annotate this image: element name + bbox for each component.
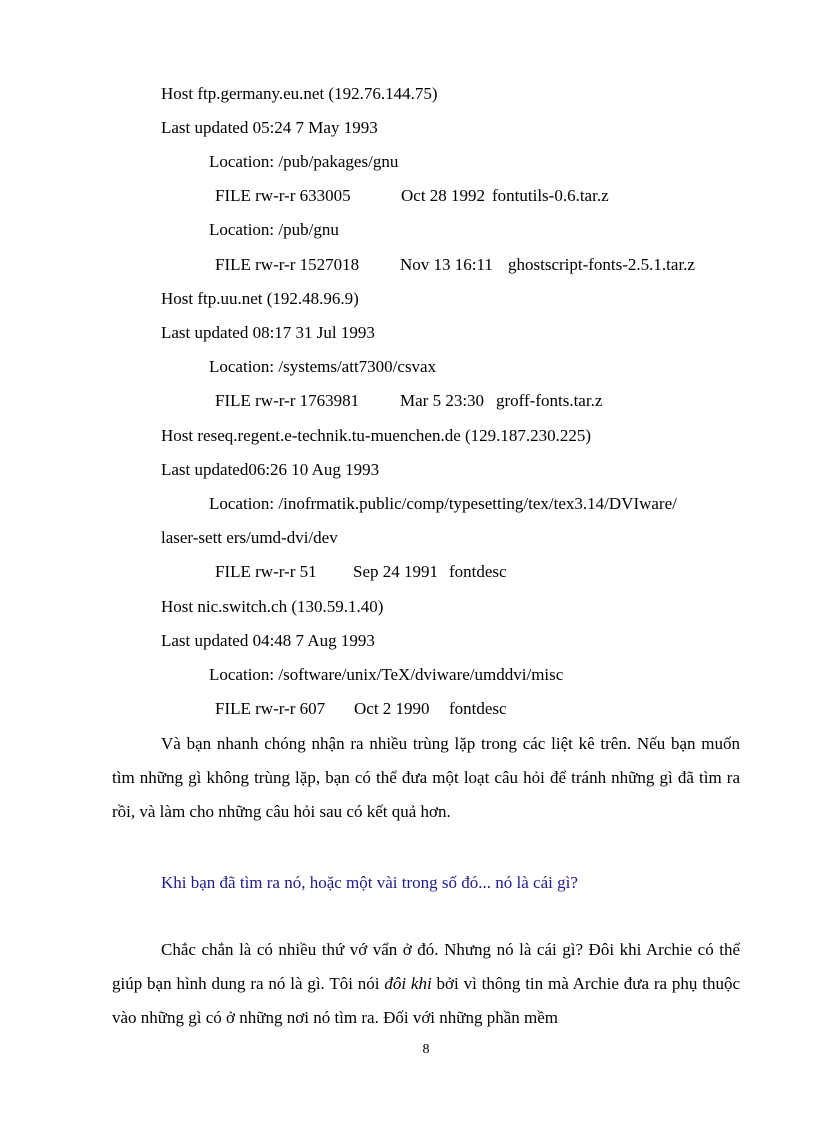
host-line: Host nic.switch.ch (130.59.1.40) [161, 597, 384, 616]
file-perm: FILE rw-r-r 51 [215, 562, 317, 581]
emphasis-text: đôi khi [384, 974, 432, 993]
paragraph-text: bởi vì thông tin mà Archie đưa ra phụ thuộc vào những gì có ở những nơi nó tìm ra. Đối với những phần mềm [112, 974, 740, 1027]
section-heading: Khi bạn đã tìm ra nó, hoặc một vài trong số đó... nó là cái gì? [161, 873, 578, 892]
file-date: Mar 5 23:30 [400, 391, 485, 410]
file-date: Oct 28 1992 [401, 186, 486, 205]
file-perm: FILE rw-r-r 633005 [215, 186, 351, 205]
file-entry [215, 390, 602, 412]
location-line: Location: /pub/pakages/gnu [209, 152, 399, 171]
host-line: Host reseq.regent.e-technik.tu-muenchen.de (129.187.230.225) [161, 426, 592, 445]
last-updated-line: Last updated 08:17 31 Jul 1993 [161, 323, 375, 342]
location-continuation: laser-sett ers/umd-dvi/dev [161, 528, 338, 547]
file-name: fontutils-0.6.tar.z [492, 186, 609, 205]
host-line: Host ftp.germany.eu.net (192.76.144.75) [161, 84, 438, 103]
location-line: Location: /pub/gnu [209, 220, 339, 239]
file-entry [215, 185, 609, 207]
file-date: Oct 2 1990 [354, 699, 430, 718]
location-line: Location: /systems/att7300/csvax [209, 357, 437, 376]
file-name: fontdesc [449, 699, 507, 718]
file-name: fontdesc [449, 562, 507, 581]
host-line: Host ftp.uu.net (192.48.96.9) [161, 289, 359, 308]
file-entry [215, 698, 507, 720]
file-date: Nov 13 16:11 [400, 255, 493, 274]
file-name: groff-fonts.tar.z [496, 391, 603, 410]
page-number: 8 [422, 1042, 430, 1057]
file-entry [215, 254, 695, 276]
location-line: Location: /software/unix/TeX/dviware/umddvi/misc [209, 665, 564, 684]
file-name: ghostscript-fonts-2.5.1.tar.z [508, 255, 695, 274]
last-updated-line: Last updated06:26 10 Aug 1993 [161, 460, 380, 479]
file-entry [215, 561, 507, 583]
file-perm: FILE rw-r-r 607 [215, 699, 326, 718]
file-perm: FILE rw-r-r 1763981 [215, 391, 360, 410]
body-paragraph [112, 933, 740, 1035]
body-paragraph: Và bạn nhanh chóng nhận ra nhiều trùng lặp trong các liệt kê trên. Nếu bạn muốn tìm những gì không trùng lặp, bạn có thể đưa một loạt câu hỏi để tránh những gì đã tìm ra rồi, và làm cho những câu hỏi sau có kết quả hơn. [112, 734, 740, 821]
last-updated-line: Last updated 04:48 7 Aug 1993 [161, 631, 375, 650]
location-line: Location: /inofrmatik.public/comp/typesetting/tex/tex3.14/DVIware/ [209, 494, 677, 513]
last-updated-line: Last updated 05:24 7 May 1993 [161, 118, 378, 137]
paragraph-text: Chắc chắn là có nhiều thứ vớ vẩn ở đó. Nhưng nó là cái gì? Đôi khi Archie có thể giúp bạn hình dung ra nó là gì. Tôi nói [112, 940, 740, 993]
file-perm: FILE rw-r-r 1527018 [215, 255, 360, 274]
file-date: Sep 24 1991 [353, 562, 438, 581]
